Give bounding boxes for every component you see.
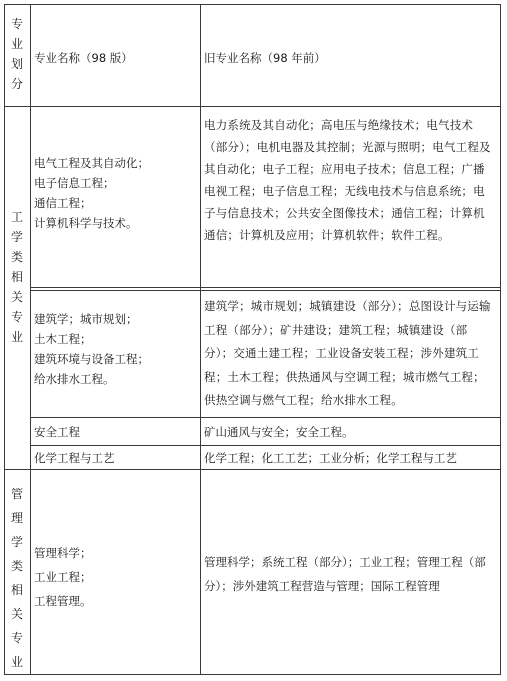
old-major-text: 电力系统及其自动化；高电压与绝缘技术；电气技术（部分）；电机电器及其控制；光源与照明；电气工程及其自动化；电子工程；应用电子技术；信息工程；广播电视工程；电子信息工程；无线电技术与信息系统；电子与信息技术；公共安全图像技术；通信工程；计算机通信；计算机及应用；计算机软件；软件工程。 [204, 118, 491, 242]
list-item: 建筑学；城市规划； [34, 312, 138, 326]
header-division: 专业划分 [10, 17, 23, 91]
table-border-top [4, 4, 501, 5]
table-row-divider [30, 417, 501, 418]
new-major-list [34, 153, 149, 233]
list-item: 电子信息工程； [34, 176, 115, 190]
list-item: 电气工程及其自动化； [34, 156, 149, 170]
table-border-left [4, 4, 5, 675]
major-comparison-table [4, 4, 501, 675]
table-col-divider [200, 4, 201, 675]
table-row-divider [30, 287, 501, 288]
old-major-text: 管理科学；系统工程（部分）；工业工程；管理工程（部分）；涉外建筑工程营造与管理；国际工程管理 [204, 555, 486, 593]
list-item: 土木工程； [34, 332, 92, 346]
header-old-name: 旧专业名称（98 年前） [204, 51, 326, 65]
list-item: 管理科学； [34, 546, 92, 560]
new-major-list [34, 541, 92, 613]
list-item: 建筑环境与设备工程； [34, 352, 149, 366]
group-label-engineering: 工学类相关专业 [10, 210, 23, 344]
table-row-divider [4, 106, 501, 107]
table-border-bottom [4, 674, 501, 675]
new-major-single: 安全工程 [34, 425, 80, 439]
old-major-text: 建筑学；城市规划；城镇建设（部分）；总图设计与运输工程（部分）；矿井建设；建筑工程；城镇建设（部分）；交通土建工程；工业设备安装工程；涉外建筑工程；土木工程；供热通风与空调工程；城市燃气工程；供热空调与燃气工程；给水排水工程。 [204, 299, 491, 407]
list-item: 工业工程； [34, 570, 92, 584]
list-item: 计算机科学与技术。 [34, 216, 138, 230]
old-major-text: 化学工程；化工工艺；工业分析；化学工程与工艺 [204, 451, 457, 465]
table-row-divider [4, 469, 501, 470]
table-row-divider [30, 445, 501, 446]
table-row-divider [30, 290, 501, 291]
new-major-list [34, 309, 149, 389]
new-major-single: 化学工程与工艺 [34, 451, 115, 465]
table-col-divider [30, 4, 31, 675]
group-label-management: 管理学类相关专业 [10, 487, 23, 669]
list-item: 工程管理。 [34, 594, 92, 608]
old-major-text: 矿山通风与安全；安全工程。 [204, 425, 354, 439]
list-item: 给水排水工程。 [34, 372, 115, 386]
table-border-right [500, 4, 501, 675]
list-item: 通信工程； [34, 196, 92, 210]
header-new-name: 专业名称（98 版） [34, 51, 133, 65]
